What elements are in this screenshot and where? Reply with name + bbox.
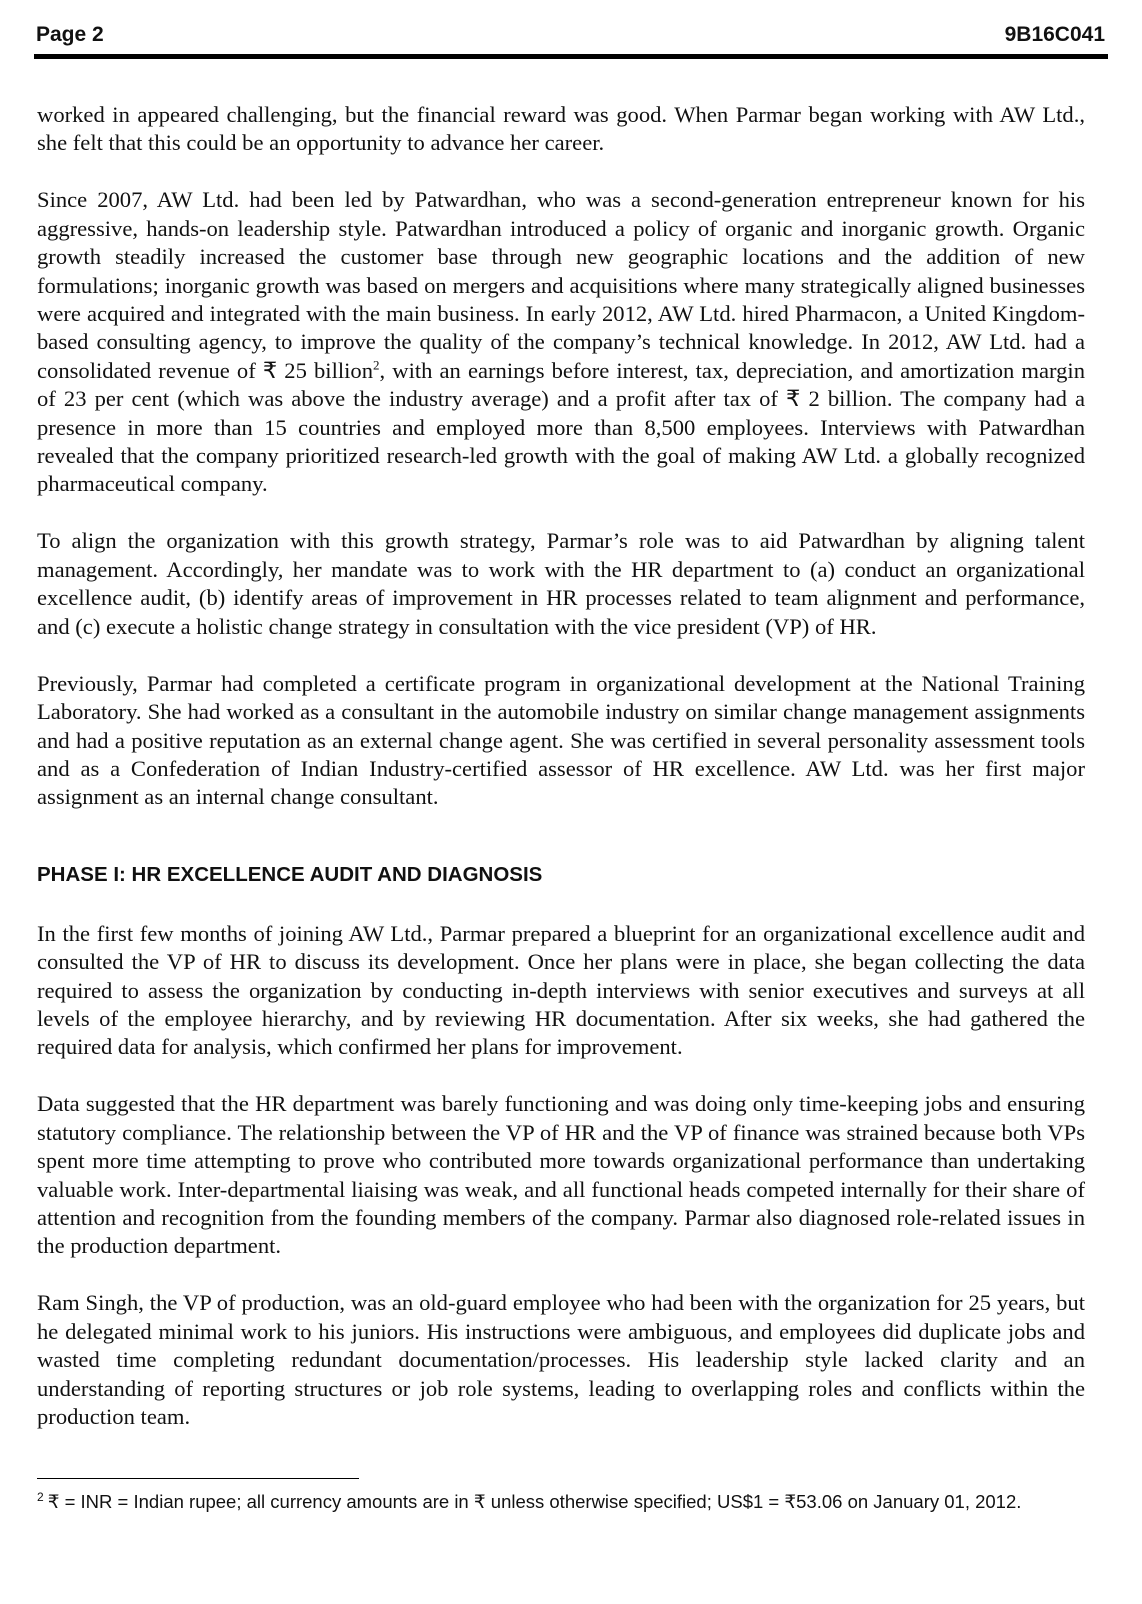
- paragraph-career-opportunity: worked in appeared challenging, but the financial reward was good. When Parmar began working with AW Ltd., she felt that this could be an opportunity to advance her career.: [37, 102, 1085, 156]
- footnote-reference: 2: [373, 357, 380, 373]
- paragraph-parmar-role: To align the organization with this growth strategy, Parmar’s role was to aid Patwardhan by aligning talent management. Accordingly, her mandate was to work with the HR department to (a) conduct an organizational excellence audit, (b) identify areas of improvement in HR processes related to team alignment and performance, and (c) execute a holistic change strategy in consultation with the vice president (VP) of HR.: [37, 528, 1085, 639]
- paragraph-hr-findings: Data suggested that the HR department was barely functioning and was doing only time-keeping jobs and ensuring statutory compliance. The relationship between the VP of HR and the VP of finance was strained because both VPs spent more time attempting to prove who contributed more towards organizational performance than undertaking valuable work. Inter-departmental liaising was weak, and all functional heads competed internally for their share of attention and recognition from the founding members of the company. Parmar also diagnosed role-related issues in the production department.: [37, 1091, 1085, 1259]
- paragraph-audit-blueprint: In the first few months of joining AW Ltd., Parmar prepared a blueprint for an organizational excellence audit and consulted the VP of HR to discuss its development. Once her plans were in place, she began collecting the data required to assess the organization by conducting in-depth interviews with senior executives and surveys at all levels of the employee hierarchy, and by reviewing HR documentation. After six weeks, she had gathered the required data for analysis, which confirmed her plans for improvement.: [37, 920, 1085, 1060]
- paragraph-company-background-text-b: , with an earnings before interest, tax, depreciation, and amortization margin of 23 per cent (which was above the industry average) and a profit after tax of ₹ 2 billion. The company had a presence in more than 15 countries and employed more than 8,500 employees. Interviews with Patwardhan revealed that the company prioritized research-led growth with the goal of making AW Ltd. a globally recognized pharmaceutical company.: [37, 357, 1085, 497]
- section-heading: PHASE I: HR EXCELLENCE AUDIT AND DIAGNOSIS: [37, 862, 543, 886]
- document-body: [37, 101, 1085, 1431]
- footnote: [37, 1490, 1097, 1514]
- paragraph-company-background: [37, 186, 1085, 498]
- case-code: 9B16C041: [1004, 23, 1105, 46]
- paragraph-production-vp: Ram Singh, the VP of production, was an old-guard employee who had been with the organization for 25 years, but he delegated minimal work to his juniors. His instructions were ambiguous, and employees did duplicate jobs and wasted time completing redundant documentation/processes. His leadership style lacked clarity and an understanding of reporting structures or job role systems, leading to overlapping roles and conflicts within the production team.: [37, 1290, 1085, 1429]
- page-header: [34, 20, 1108, 59]
- footnote-divider: [37, 1478, 359, 1479]
- paragraph-company-background-text-a: Since 2007, AW Ltd. had been led by Patwardhan, who was a second-generation entrepreneur known for his aggressive, hands-on leadership style. Patwardhan introduced a policy of organic and inorganic growth. Organic growth steadily increased the customer base through new geographic locations and the addition of new formulations; inorganic growth was based on mergers and acquisitions where many strategically aligned businesses were acquired and integrated with the main business. In early 2012, AW Ltd. hired Pharmacon, a United Kingdom-based consulting agency, to improve the quality of the company’s technical knowledge. In 2012, AW Ltd. had a consolidated revenue of ₹ 25 billion: [37, 187, 1085, 383]
- page-number: Page 2: [36, 23, 104, 46]
- paragraph-parmar-experience: Previously, Parmar had completed a certificate program in organizational development at the National Training Laboratory. She had worked as a consultant in the automobile industry on similar change management assignments and had a positive reputation as an external change agent. She was certified in several personality assessment tools and as a Confederation of Indian Industry-certified assessor of HR excellence. AW Ltd. was her first major assignment as an internal change consultant.: [37, 670, 1085, 810]
- footnote-text: ₹ = INR = Indian rupee; all currency amounts are in ₹ unless otherwise specified; US$1 = ₹53.06 on January 01, 2012.: [47, 1491, 1022, 1512]
- footnote-number: 2: [37, 1489, 44, 1504]
